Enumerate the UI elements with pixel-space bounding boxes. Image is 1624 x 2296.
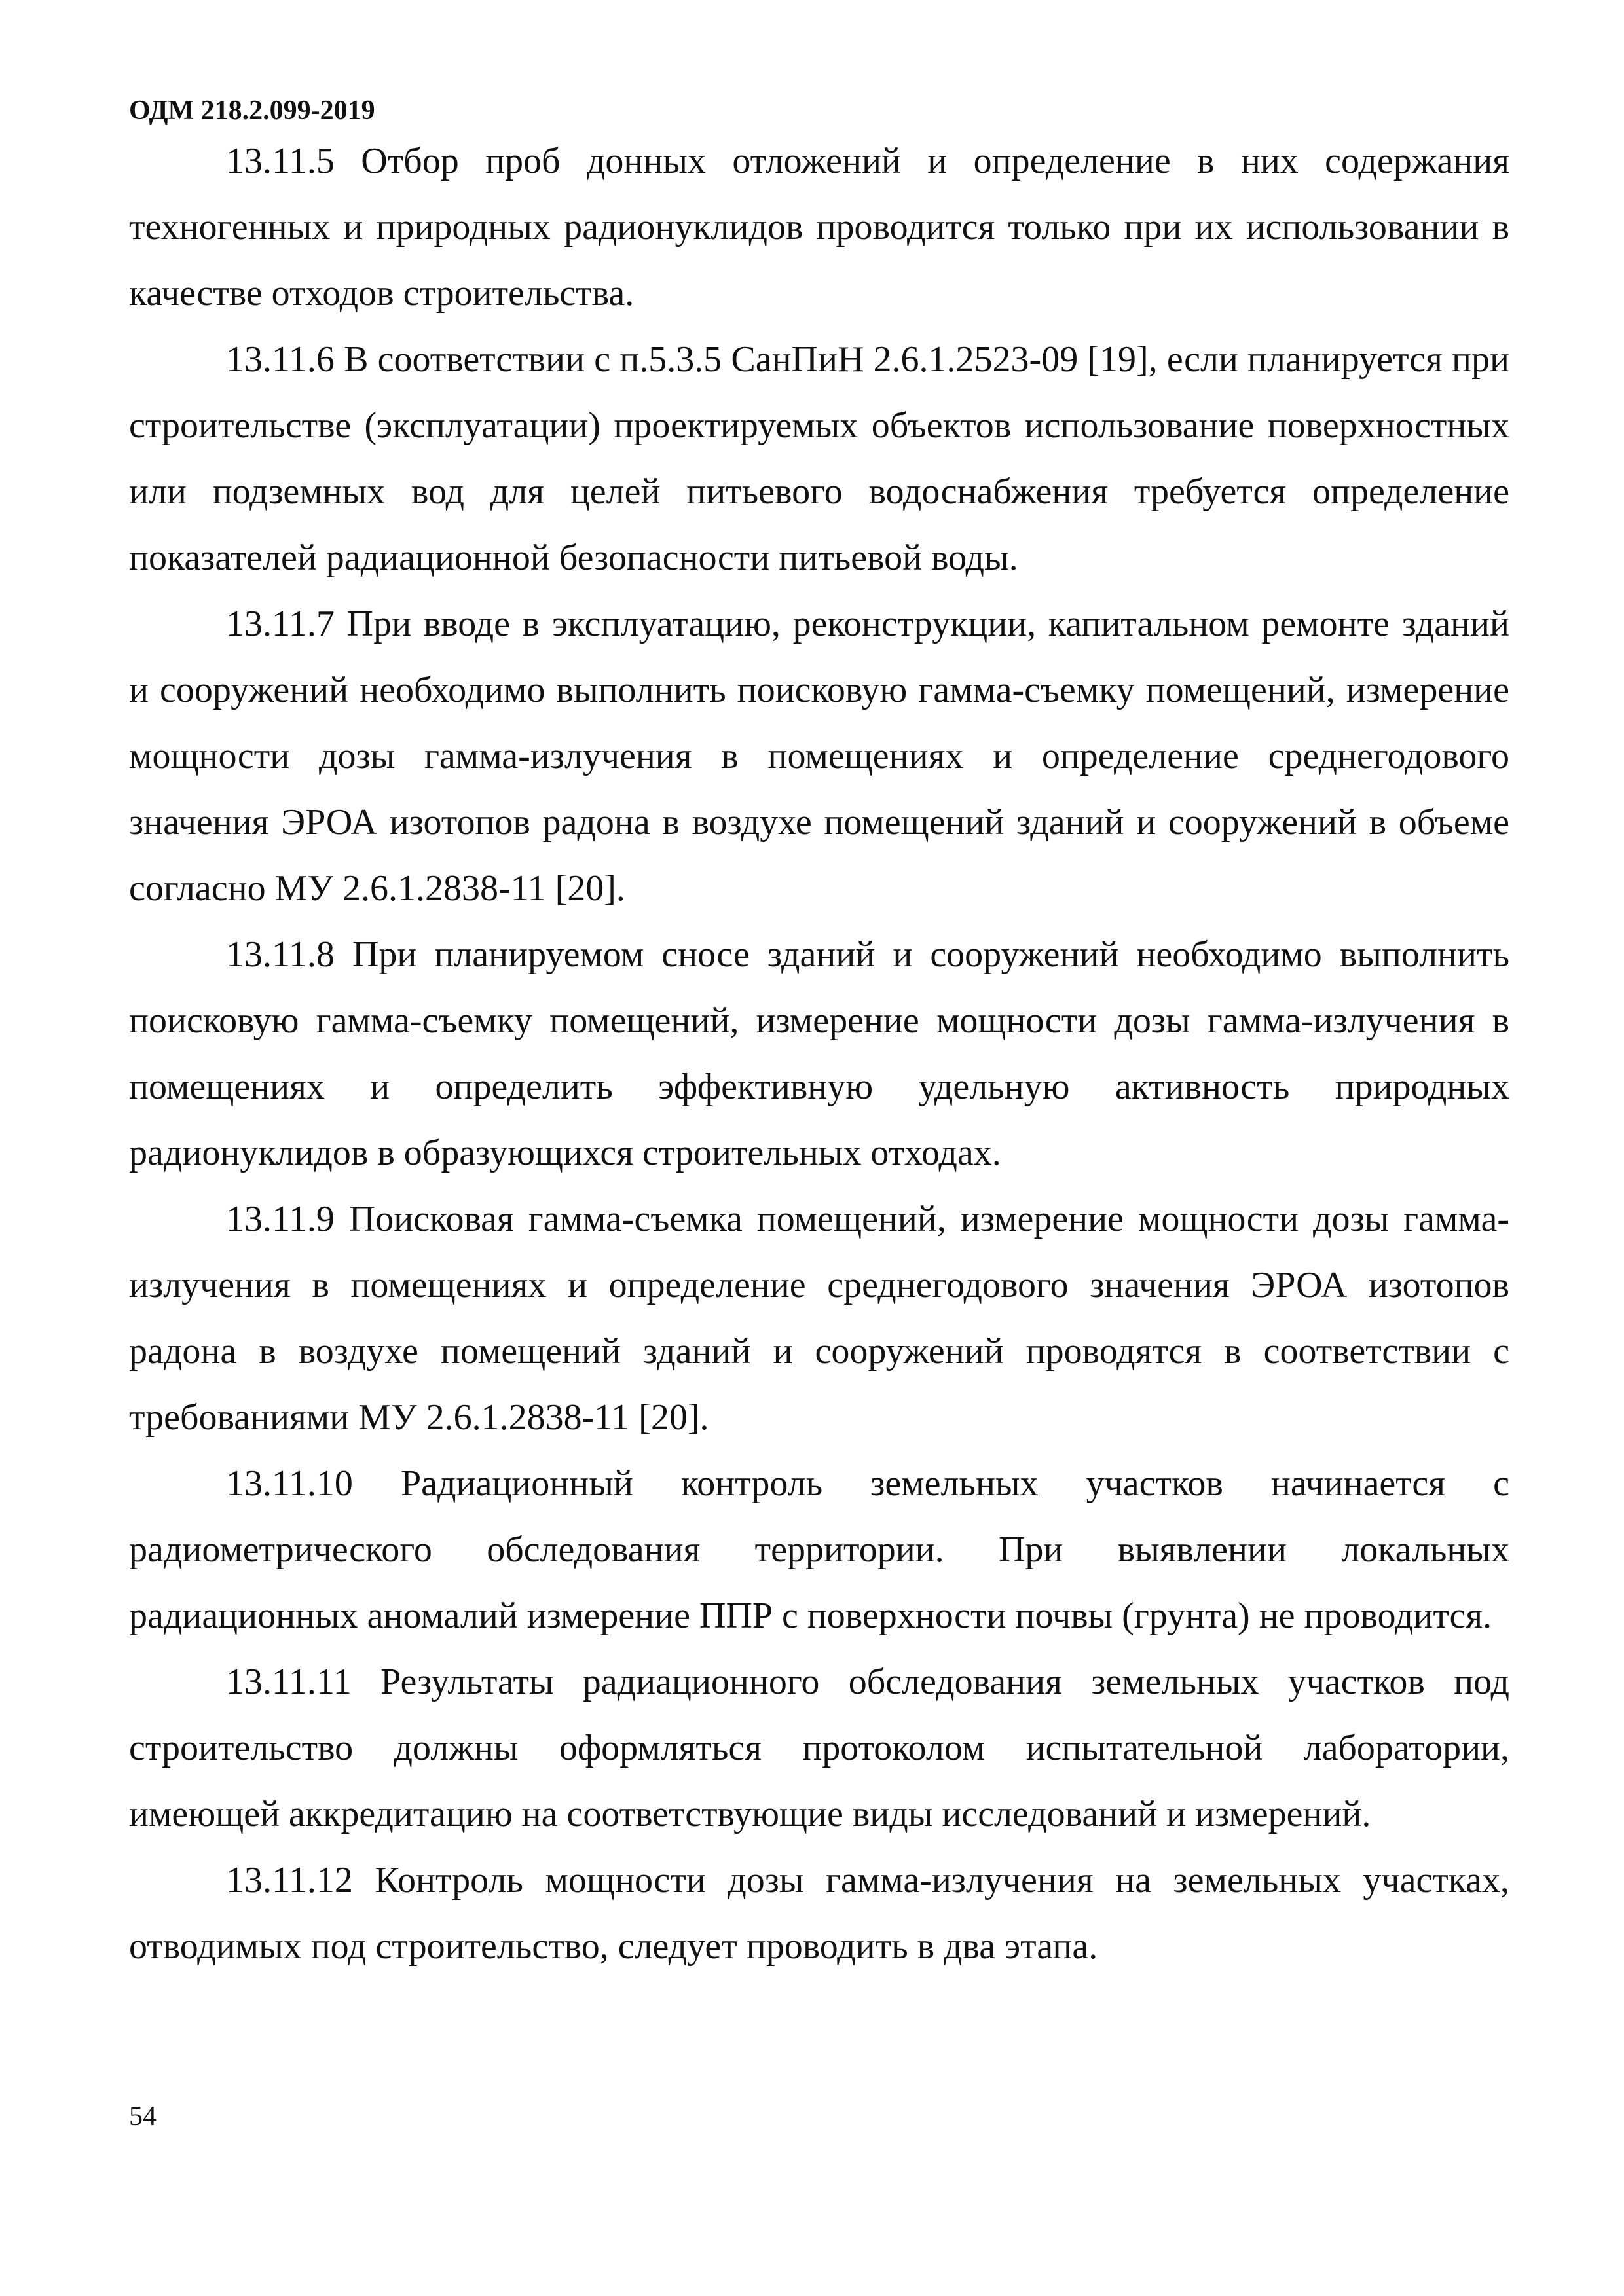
paragraph-13-11-10: 13.11.10 Радиационный контроль земельных участков начинается с радиометрического обследования территории. При выявлении локальных радиационных аномалий измерение ППР с поверхности почвы (грунта) не проводится. (129, 1463, 1509, 1636)
paragraph-13-11-5: 13.11.5 Отбор проб донных отложений и определение в них содержания техногенных и природных радионуклидов проводится только при их использовании в качестве отходов строительства. (129, 141, 1509, 314)
paragraph-13-11-7: 13.11.7 При вводе в эксплуатацию, реконструкции, капитальном ремонте зданий и сооружений необходимо выполнить поисковую гамма-съемку помещений, измерение мощности дозы гамма-излучения в помещениях и определение среднегодового значения ЭРОА изотопов радона в воздухе помещений зданий и сооружений в объеме согласно МУ 2.6.1.2838-11 [20]. (129, 604, 1509, 909)
paragraph-13-11-11: 13.11.11 Результаты радиационного обследования земельных участков под строительство должны оформляться протоколом испытательной лаборатории, имеющей аккредитацию на соответствующие виды исследований и измерений. (129, 1662, 1509, 1834)
paragraph-13-11-8: 13.11.8 При планируемом сносе зданий и сооружений необходимо выполнить поисковую гамма-съемку помещений, измерение мощности дозы гамма-излучения в помещениях и определить эффективную удельную активность природных радионуклидов в образующихся строительных отходах. (129, 934, 1509, 1173)
page-number: 54 (129, 2102, 157, 2132)
paragraph-13-11-6: 13.11.6 В соответствии с п.5.3.5 СанПиН 2.6.1.2523-09 [19], если планируется при строительстве (эксплуатации) проектируемых объектов использование поверхностных или подземных вод для целей питьевого водоснабжения требуется определение показателей радиационной безопасности питьевой воды. (129, 339, 1509, 578)
paragraph-13-11-12: 13.11.12 Контроль мощности дозы гамма-излучения на земельных участках, отводимых под строительство, следует проводить в два этапа. (129, 1860, 1509, 1967)
paragraph-13-11-9: 13.11.9 Поисковая гамма-съемка помещений, измерение мощности дозы гамма-излучения в помещениях и определение среднегодового значения ЭРОА изотопов радона в воздухе помещений зданий и сооружений проводятся в соответствии с требованиями МУ 2.6.1.2838-11 [20]. (129, 1199, 1509, 1438)
document-body (129, 128, 1509, 1980)
document-header: ОДМ 218.2.099-2019 (129, 96, 375, 126)
